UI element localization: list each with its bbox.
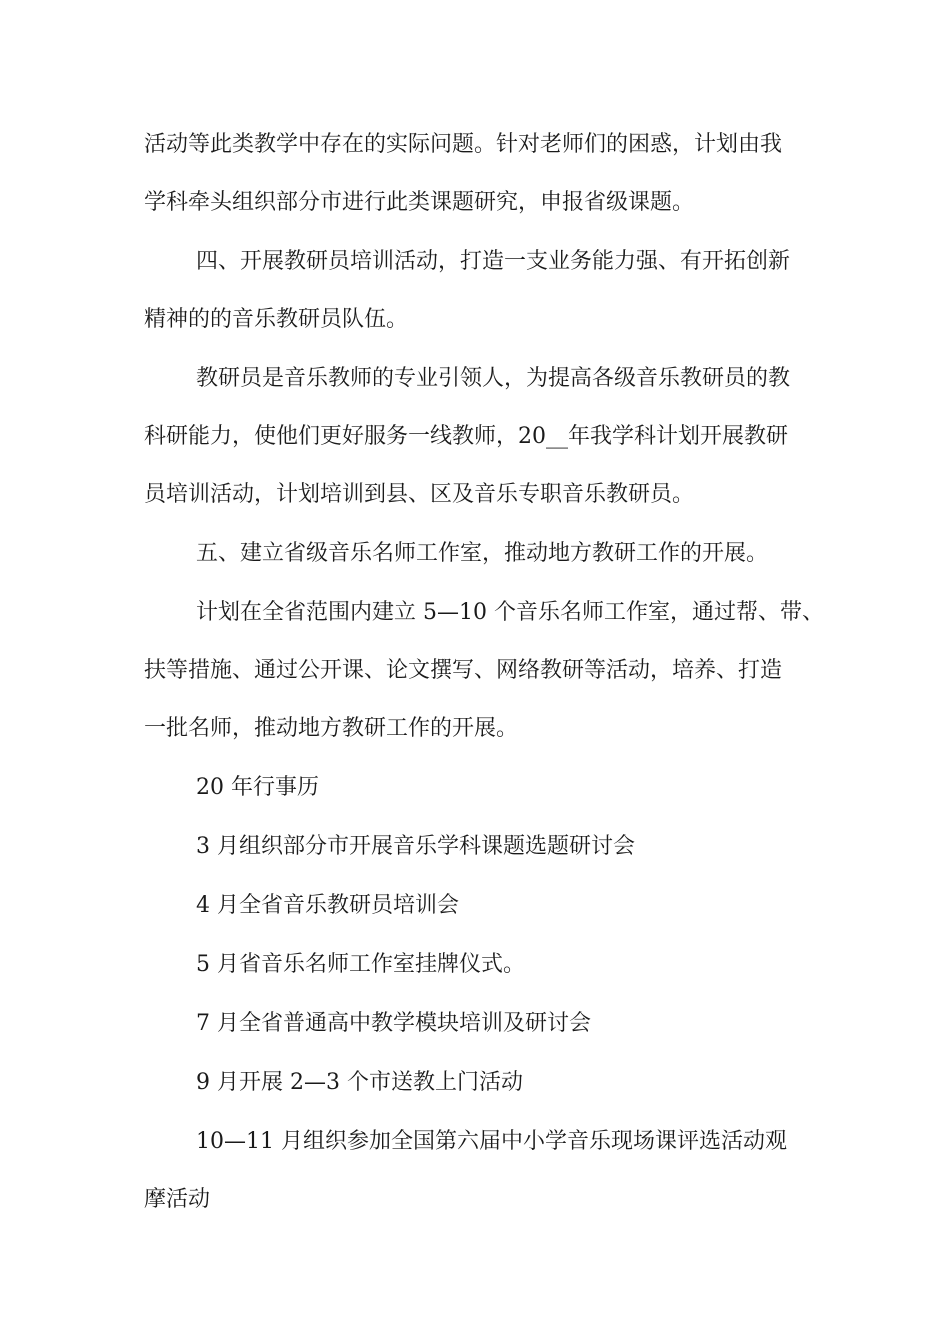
text-line: 5 月省音乐名师工作室挂牌仪式。 — [196, 952, 525, 977]
text-line: 4 月全省音乐教研员培训会 — [196, 893, 459, 918]
calendar-item — [144, 831, 824, 863]
calendar-item — [144, 1067, 824, 1099]
text-line: 9 月开展 2—3 个市送教上门活动 — [196, 1070, 523, 1095]
calendar-heading — [144, 772, 824, 804]
section-heading-five — [144, 538, 824, 570]
text-line: 20 年行事历 — [196, 775, 319, 800]
text-line: 3 月组织部分市开展音乐学科课题选题研讨会 — [196, 834, 635, 859]
text-line: 一批名师，推动地方教研工作的开展。 — [144, 716, 519, 741]
text-line: 10—11 月组织参加全国第六届中小学音乐现场课评选活动观 — [196, 1129, 787, 1154]
paragraph — [144, 363, 824, 511]
text-line: 摩活动 — [144, 1187, 211, 1212]
text-line: 四、开展教研员培训活动，打造一支业务能力强、有开拓创新 — [196, 249, 791, 274]
calendar-item — [144, 949, 824, 981]
text-line: 员培训活动，计划培训到县、区及音乐专职音乐教研员。 — [144, 482, 695, 507]
calendar-item — [144, 890, 824, 922]
paragraph — [144, 129, 824, 219]
text-line: 教研员是音乐教师的专业引领人，为提高各级音乐教研员的教 — [196, 366, 791, 391]
text-line: 学科牵头组织部分市进行此类课题研究，申报省级课题。 — [144, 190, 695, 215]
text-line: 活动等此类教学中存在的实际问题。针对老师们的困惑，计划由我 — [144, 132, 783, 157]
text-line: 精神的的音乐教研员队伍。 — [144, 307, 409, 332]
text-line: 7 月全省普通高中教学模块培训及研讨会 — [196, 1011, 591, 1036]
text-line: 科研能力，使他们更好服务一线教师，20__年我学科计划开展教研 — [144, 424, 788, 449]
text-line: 计划在全省范围内建立 5—10 个音乐名师工作室，通过帮、带、 — [196, 600, 824, 625]
section-heading-four — [144, 246, 824, 336]
text-line: 扶等措施、通过公开课、论文撰写、网络教研等活动，培养、打造 — [144, 658, 783, 683]
text-line: 五、建立省级音乐名师工作室，推动地方教研工作的开展。 — [196, 541, 769, 566]
document-body — [144, 129, 824, 1243]
calendar-item — [144, 1126, 824, 1216]
paragraph — [144, 597, 824, 745]
calendar-item — [144, 1008, 824, 1040]
